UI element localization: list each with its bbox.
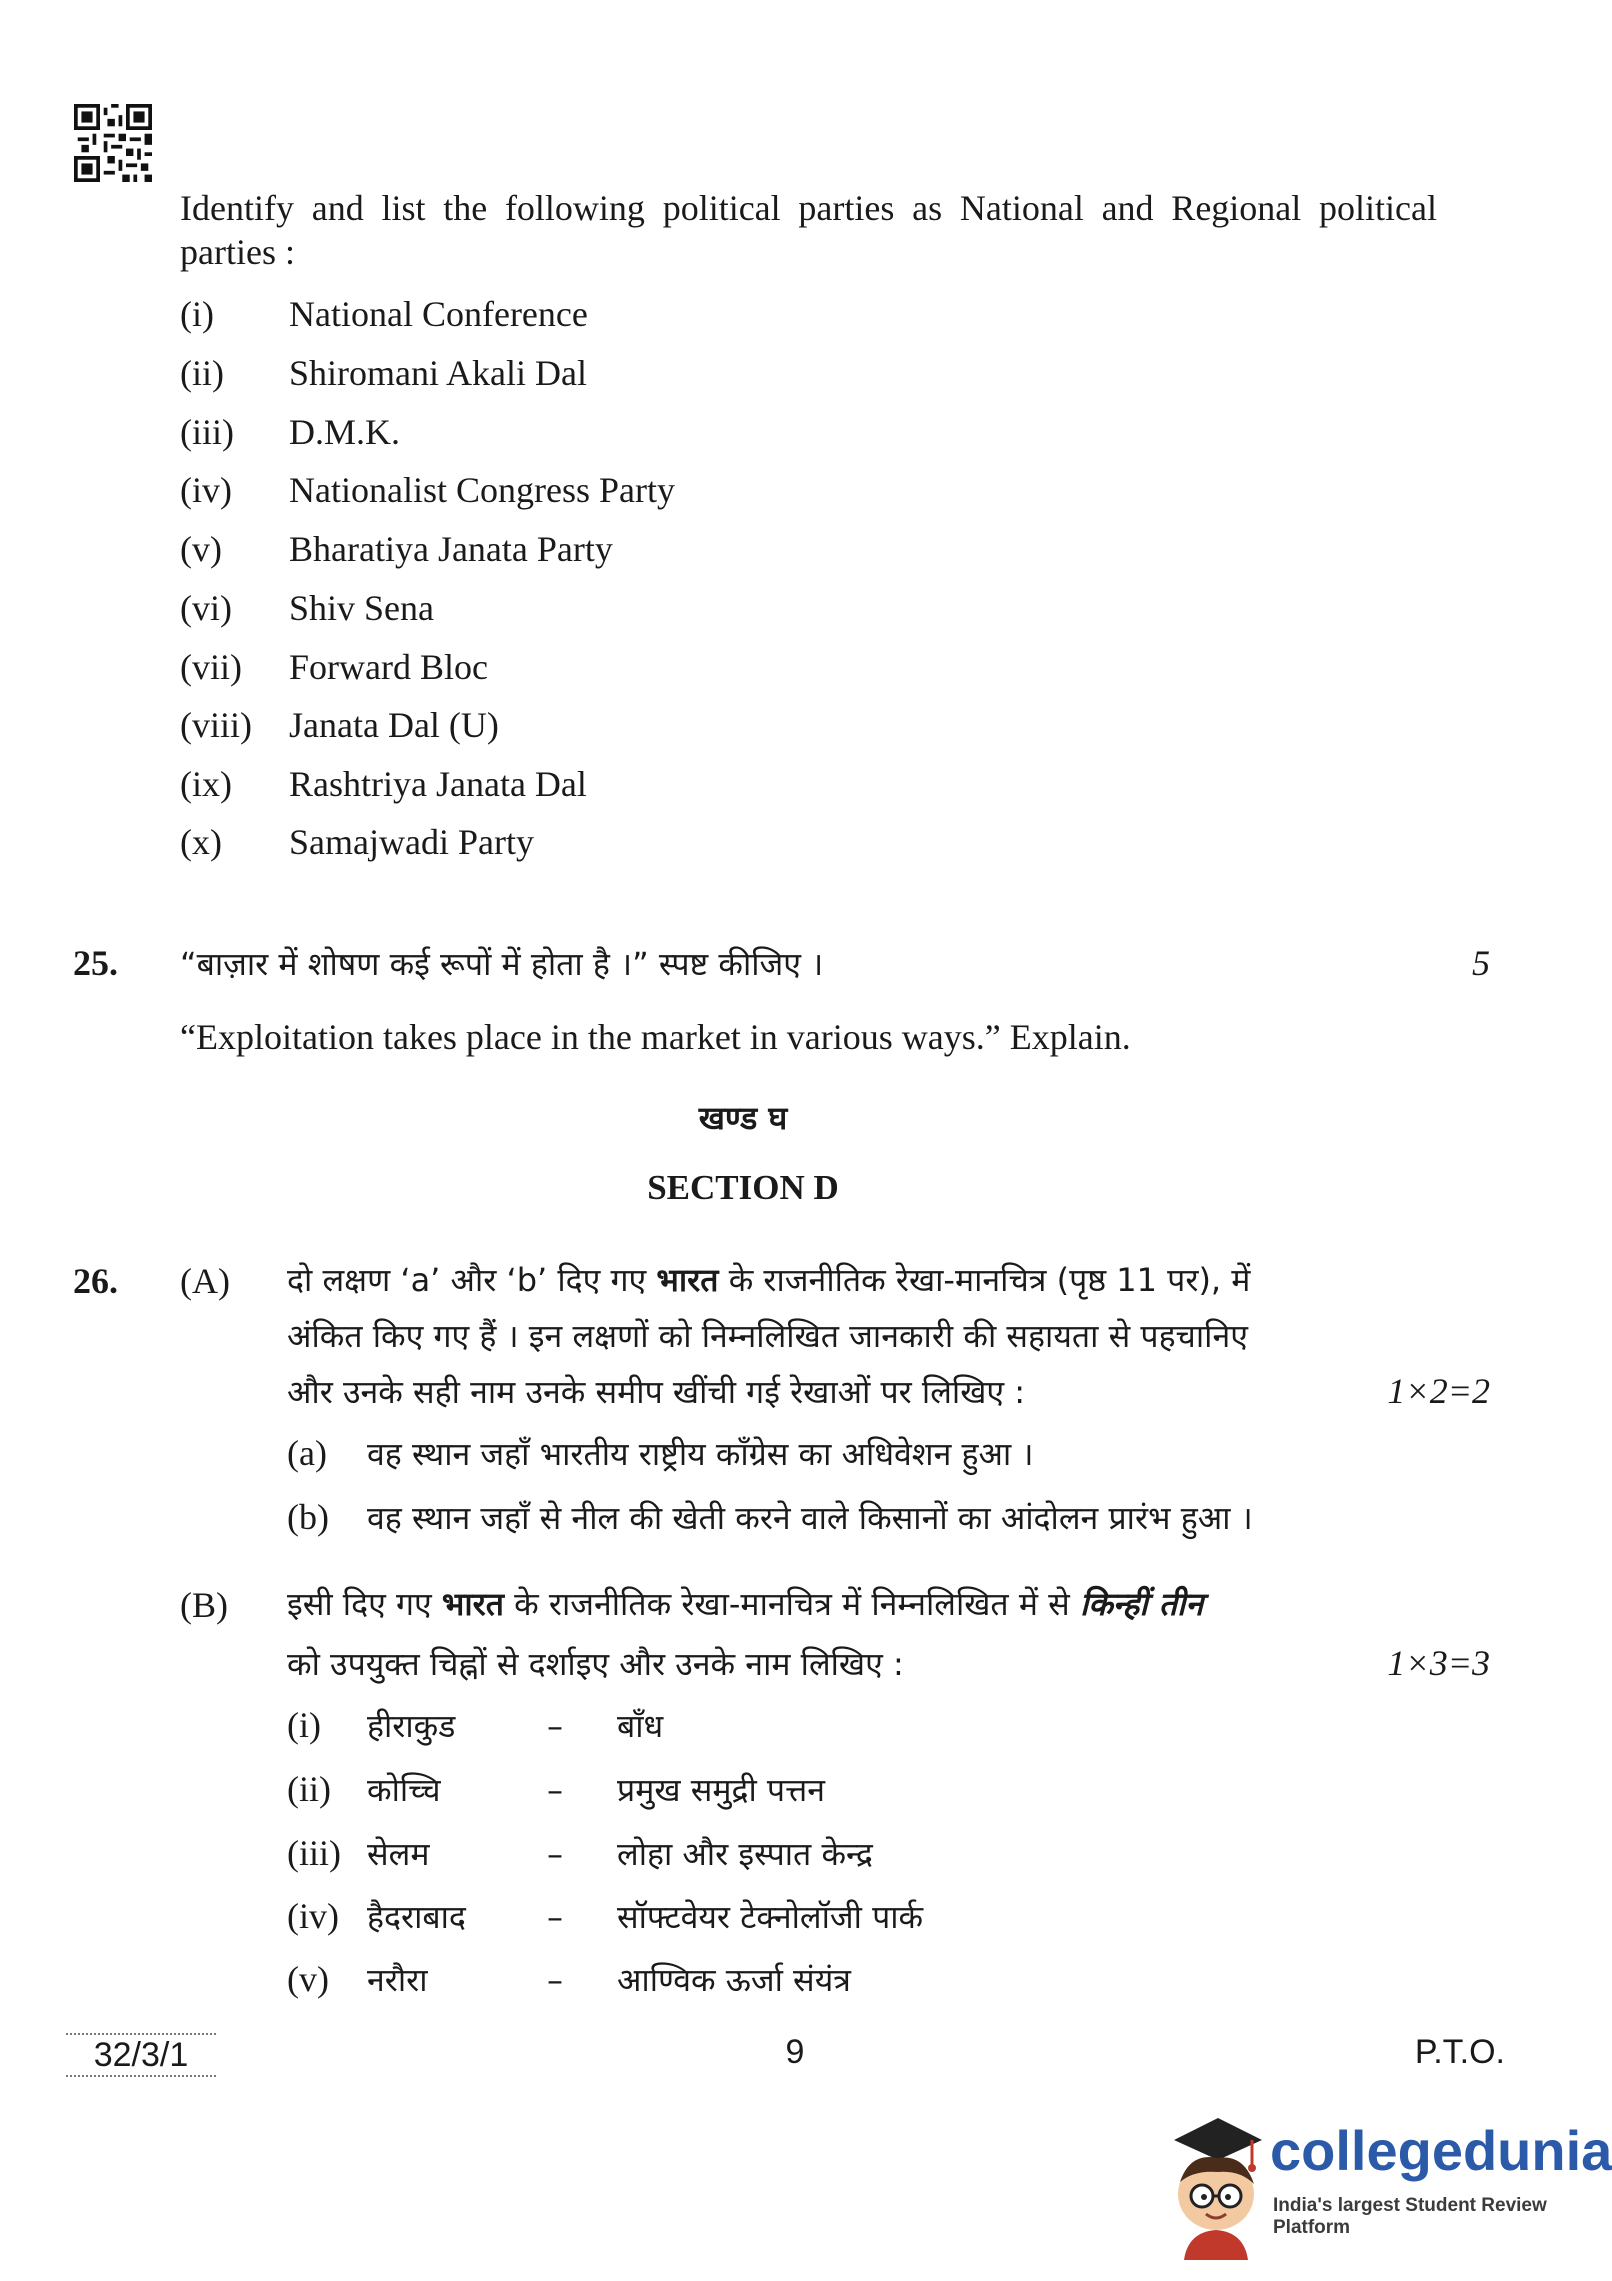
place-description: सॉफ्टवेयर टेक्नोलॉजी पार्क <box>617 1898 924 1936</box>
q26b-line1-text: इसी दिए गए <box>287 1585 442 1623</box>
q26b-line1-text: के राजनीतिक रेखा-मानचित्र में निम्नलिखित में से <box>503 1585 1080 1623</box>
place-name: सेलम <box>367 1835 430 1873</box>
list-item <box>180 292 588 336</box>
item-text: Forward Bloc <box>289 647 488 687</box>
item-number: (x) <box>180 822 222 862</box>
dash: – <box>547 1771 563 1809</box>
q26a-line2: अंकित किए गए हैं । इन लक्षणों को निम्नलिखित जानकारी की सहायता से पहचानिए <box>287 1317 1248 1355</box>
brand-tagline: India's largest Student Review Platform <box>1273 2195 1547 2238</box>
list-item <box>180 527 613 571</box>
item-text: Janata Dal (U) <box>289 705 499 745</box>
section-heading: SECTION D <box>647 1168 839 1207</box>
place-description: प्रमुख समुद्री पत्तन <box>617 1771 825 1809</box>
list-item <box>180 410 400 454</box>
list-item <box>180 762 587 806</box>
list-item <box>180 645 488 689</box>
sub-text: वह स्थान जहाँ भारतीय राष्ट्रीय काँग्रेस का अधिवेशन हुआ । <box>367 1435 1034 1473</box>
dash: – <box>547 1961 563 1999</box>
item-number: (iv) <box>287 1896 339 1936</box>
dash: – <box>547 1707 563 1745</box>
list-item <box>180 586 434 630</box>
q25-english-text: “Exploitation takes place in the market in various ways.” Explain. <box>180 1017 1131 1057</box>
place-name: हैदराबाद <box>367 1898 466 1936</box>
list-item <box>287 1768 825 1811</box>
list-item <box>180 351 587 395</box>
list-item <box>180 820 534 864</box>
q26a-line1-text: दो लक्षण ‘a’ और ‘b’ दिए गए <box>287 1261 657 1299</box>
section-heading-hindi: खण्ड घ <box>698 1099 788 1137</box>
question-number: 25. <box>73 943 118 983</box>
item-text: Bharatiya Janata Party <box>289 529 613 569</box>
item-number: (i) <box>180 294 214 334</box>
qr-code-icon <box>74 104 152 182</box>
part-label: (B) <box>180 1585 228 1625</box>
item-number: (v) <box>180 529 222 569</box>
item-text: National Conference <box>289 294 588 334</box>
item-number: (vi) <box>180 588 232 628</box>
item-number: (ix) <box>180 764 232 804</box>
sub-label: (b) <box>287 1497 329 1537</box>
question-number: 26. <box>73 1261 118 1301</box>
sub-text: वह स्थान जहाँ से नील की खेती करने वाले किसानों का आंदोलन प्रारंभ हुआ । <box>367 1499 1253 1537</box>
list-item <box>287 1832 873 1875</box>
item-number: (iii) <box>287 1833 341 1873</box>
list-item <box>287 1704 663 1747</box>
list-item <box>180 468 675 512</box>
pto-label: P.T.O. <box>1414 2033 1505 2071</box>
list-item <box>180 703 499 747</box>
place-name: नरौरा <box>367 1961 428 1999</box>
item-number: (viii) <box>180 705 252 745</box>
q26a-line1 <box>287 1258 1415 1301</box>
item-text: Rashtriya Janata Dal <box>289 764 587 804</box>
item-number: (iii) <box>180 412 234 452</box>
sub-item <box>287 1432 1034 1475</box>
item-number: (iv) <box>180 470 232 510</box>
q26b-line2: को उपयुक्त चिह्नों से दर्शाइए और उनके नाम लिखिए : <box>287 1645 904 1683</box>
brand-logo-text: collegedunia <box>1270 2119 1612 2182</box>
mascot-icon <box>1160 2110 1268 2260</box>
place-description: लोहा और इस्पात केन्द्र <box>617 1835 873 1873</box>
bold-term: भारत <box>656 1261 719 1299</box>
q26a-line3: और उनके सही नाम उनके समीप खींची गई रेखाओं पर लिखिए : <box>287 1373 1026 1411</box>
marks-label: 1×3=3 <box>1387 1643 1490 1683</box>
sub-label: (a) <box>287 1433 327 1473</box>
bold-term: भारत <box>441 1585 504 1623</box>
place-description: आण्विक ऊर्जा संयंत्र <box>617 1961 851 1999</box>
place-name: कोच्चि <box>367 1771 441 1809</box>
paper-code: 32/3/1 <box>66 2033 216 2077</box>
list-item <box>287 1895 923 1938</box>
item-text: Nationalist Congress Party <box>289 470 675 510</box>
q24-intro: Identify and list the following political parties as National and Regional political parties : <box>180 188 1437 272</box>
q26a-line1-text: के राजनीतिक रेखा-मानचित्र (पृष्ठ 11 पर), में <box>718 1261 1251 1299</box>
item-text: Samajwadi Party <box>289 822 534 862</box>
dash: – <box>547 1835 563 1873</box>
part-label: (A) <box>180 1261 230 1301</box>
dash: – <box>547 1898 563 1936</box>
q25-hindi-text: “बाज़ार में शोषण कई रूपों में होता है ।” स्पष्ट कीजिए । <box>180 945 824 983</box>
sub-item <box>287 1496 1253 1539</box>
page-number: 9 <box>785 2033 805 2071</box>
marks-label: 5 <box>1472 943 1490 983</box>
item-number: (ii) <box>180 353 224 393</box>
q26b-line1 <box>287 1582 1203 1625</box>
item-text: D.M.K. <box>289 412 401 452</box>
place-name: हीराकुड <box>367 1707 456 1745</box>
item-text: Shiromani Akali Dal <box>289 353 587 393</box>
item-number: (v) <box>287 1959 329 1999</box>
item-text: Shiv Sena <box>289 588 435 628</box>
place-description: बाँध <box>617 1707 664 1745</box>
list-item <box>287 1958 851 2001</box>
marks-label: 1×2=2 <box>1387 1371 1490 1411</box>
bold-italic-term: किन्हीं तीन <box>1079 1585 1204 1623</box>
item-number: (i) <box>287 1705 321 1745</box>
item-number: (ii) <box>287 1769 331 1809</box>
item-number: (vii) <box>180 647 242 687</box>
